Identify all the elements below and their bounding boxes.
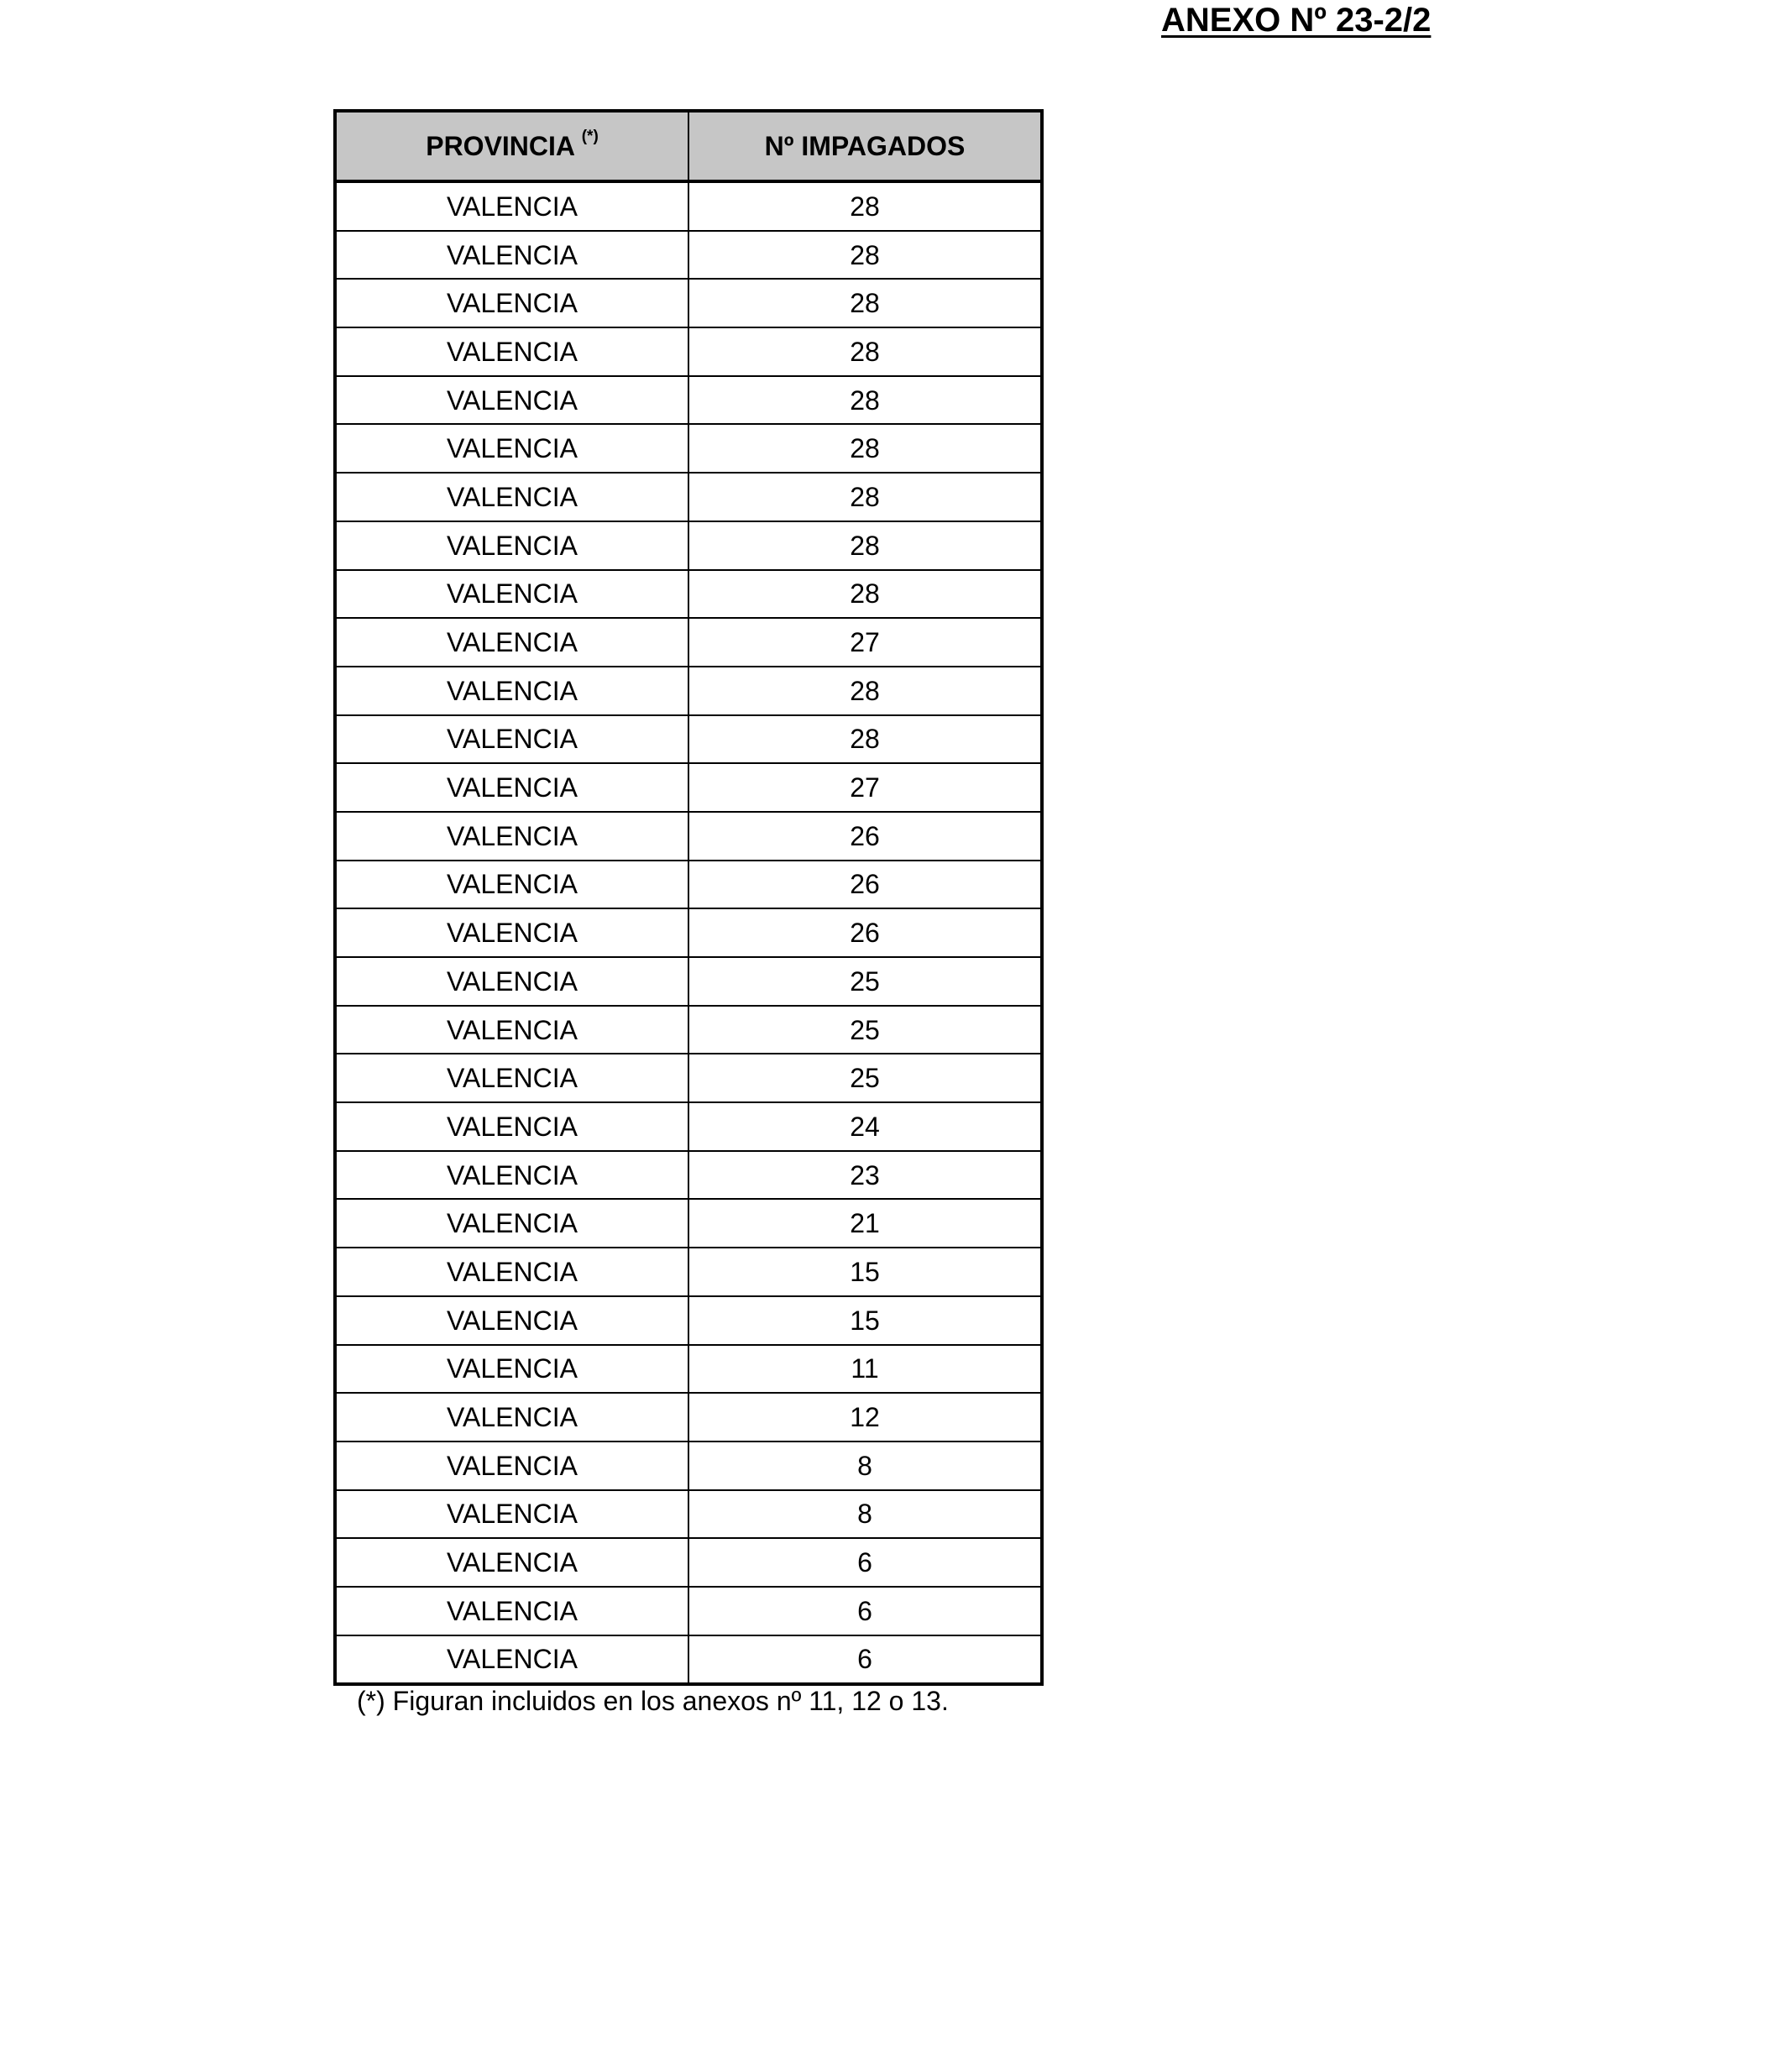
cell-impagados: 26 bbox=[688, 812, 1042, 861]
cell-impagados: 15 bbox=[688, 1296, 1042, 1345]
cell-provincia: VALENCIA bbox=[335, 861, 688, 909]
cell-provincia: VALENCIA bbox=[335, 1442, 688, 1490]
cell-provincia: VALENCIA bbox=[335, 1345, 688, 1394]
cell-impagados: 28 bbox=[688, 181, 1042, 231]
column-header-provincia bbox=[335, 111, 688, 181]
cell-provincia: VALENCIA bbox=[335, 521, 688, 570]
cell-provincia: VALENCIA bbox=[335, 715, 688, 764]
cell-impagados: 25 bbox=[688, 957, 1042, 1006]
cell-provincia: VALENCIA bbox=[335, 1006, 688, 1054]
table-row bbox=[335, 376, 1042, 425]
table-row bbox=[335, 957, 1042, 1006]
cell-impagados: 8 bbox=[688, 1442, 1042, 1490]
table-row bbox=[335, 763, 1042, 812]
table-row bbox=[335, 521, 1042, 570]
annex-title: ANEXO Nº 23-2/2 bbox=[1161, 2, 1432, 39]
cell-impagados: 28 bbox=[688, 473, 1042, 521]
table-row bbox=[335, 1490, 1042, 1539]
table-row bbox=[335, 1151, 1042, 1200]
table-row bbox=[335, 570, 1042, 619]
cell-impagados: 24 bbox=[688, 1102, 1042, 1151]
cell-provincia: VALENCIA bbox=[335, 327, 688, 376]
table-body bbox=[335, 181, 1042, 1684]
cell-impagados: 11 bbox=[688, 1345, 1042, 1394]
cell-impagados: 23 bbox=[688, 1151, 1042, 1200]
cell-provincia: VALENCIA bbox=[335, 1199, 688, 1248]
table-row bbox=[335, 1635, 1042, 1685]
cell-provincia: VALENCIA bbox=[335, 424, 688, 473]
table-row bbox=[335, 279, 1042, 327]
table-row bbox=[335, 231, 1042, 280]
cell-provincia: VALENCIA bbox=[335, 1296, 688, 1345]
table-row bbox=[335, 1587, 1042, 1635]
cell-provincia: VALENCIA bbox=[335, 1393, 688, 1442]
cell-impagados: 25 bbox=[688, 1054, 1042, 1102]
table-row bbox=[335, 861, 1042, 909]
cell-provincia: VALENCIA bbox=[335, 1054, 688, 1102]
cell-impagados: 28 bbox=[688, 570, 1042, 619]
cell-impagados: 15 bbox=[688, 1248, 1042, 1296]
cell-provincia: VALENCIA bbox=[335, 667, 688, 715]
cell-impagados: 27 bbox=[688, 618, 1042, 667]
table-row bbox=[335, 1296, 1042, 1345]
cell-provincia: VALENCIA bbox=[335, 376, 688, 425]
cell-impagados: 28 bbox=[688, 521, 1042, 570]
cell-provincia: VALENCIA bbox=[335, 1248, 688, 1296]
table-row bbox=[335, 181, 1042, 231]
cell-provincia: VALENCIA bbox=[335, 1490, 688, 1539]
cell-impagados: 8 bbox=[688, 1490, 1042, 1539]
table-row bbox=[335, 667, 1042, 715]
cell-impagados: 26 bbox=[688, 861, 1042, 909]
cell-impagados: 28 bbox=[688, 376, 1042, 425]
table-row bbox=[335, 1442, 1042, 1490]
table-row bbox=[335, 812, 1042, 861]
cell-provincia: VALENCIA bbox=[335, 763, 688, 812]
cell-impagados: 6 bbox=[688, 1635, 1042, 1685]
footnote: (*) Figuran incluidos en los anexos nº 11, 12 o 13. bbox=[357, 1686, 949, 1716]
cell-provincia: VALENCIA bbox=[335, 473, 688, 521]
column-header-impagados: Nº IMPAGADOS bbox=[688, 111, 1042, 181]
table-row bbox=[335, 1345, 1042, 1394]
table-row bbox=[335, 715, 1042, 764]
cell-provincia: VALENCIA bbox=[335, 908, 688, 957]
table-row bbox=[335, 1102, 1042, 1151]
table-row bbox=[335, 618, 1042, 667]
cell-impagados: 28 bbox=[688, 279, 1042, 327]
table-row bbox=[335, 327, 1042, 376]
table-row bbox=[335, 1054, 1042, 1102]
cell-impagados: 12 bbox=[688, 1393, 1042, 1442]
cell-provincia: VALENCIA bbox=[335, 1538, 688, 1587]
table-row bbox=[335, 908, 1042, 957]
cell-impagados: 6 bbox=[688, 1587, 1042, 1635]
cell-provincia: VALENCIA bbox=[335, 231, 688, 280]
table-row bbox=[335, 1538, 1042, 1587]
cell-impagados: 26 bbox=[688, 908, 1042, 957]
cell-provincia: VALENCIA bbox=[335, 1587, 688, 1635]
provincia-footnote-marker: (*) bbox=[581, 127, 599, 145]
table-row bbox=[335, 1199, 1042, 1248]
cell-provincia: VALENCIA bbox=[335, 1635, 688, 1685]
table-header-row bbox=[335, 111, 1042, 181]
cell-provincia: VALENCIA bbox=[335, 812, 688, 861]
cell-impagados: 28 bbox=[688, 715, 1042, 764]
table-row bbox=[335, 1006, 1042, 1054]
table-row bbox=[335, 1393, 1042, 1442]
cell-impagados: 21 bbox=[688, 1199, 1042, 1248]
table-row bbox=[335, 473, 1042, 521]
cell-impagados: 28 bbox=[688, 424, 1042, 473]
cell-impagados: 27 bbox=[688, 763, 1042, 812]
table-row bbox=[335, 1248, 1042, 1296]
provincia-header-label: PROVINCIA bbox=[426, 130, 574, 161]
table-row bbox=[335, 424, 1042, 473]
cell-impagados: 25 bbox=[688, 1006, 1042, 1054]
cell-provincia: VALENCIA bbox=[335, 570, 688, 619]
cell-provincia: VALENCIA bbox=[335, 279, 688, 327]
impagados-table bbox=[333, 109, 1044, 1686]
cell-provincia: VALENCIA bbox=[335, 181, 688, 231]
cell-provincia: VALENCIA bbox=[335, 1151, 688, 1200]
cell-provincia: VALENCIA bbox=[335, 1102, 688, 1151]
cell-impagados: 6 bbox=[688, 1538, 1042, 1587]
cell-impagados: 28 bbox=[688, 327, 1042, 376]
cell-impagados: 28 bbox=[688, 231, 1042, 280]
cell-impagados: 28 bbox=[688, 667, 1042, 715]
cell-provincia: VALENCIA bbox=[335, 957, 688, 1006]
cell-provincia: VALENCIA bbox=[335, 618, 688, 667]
